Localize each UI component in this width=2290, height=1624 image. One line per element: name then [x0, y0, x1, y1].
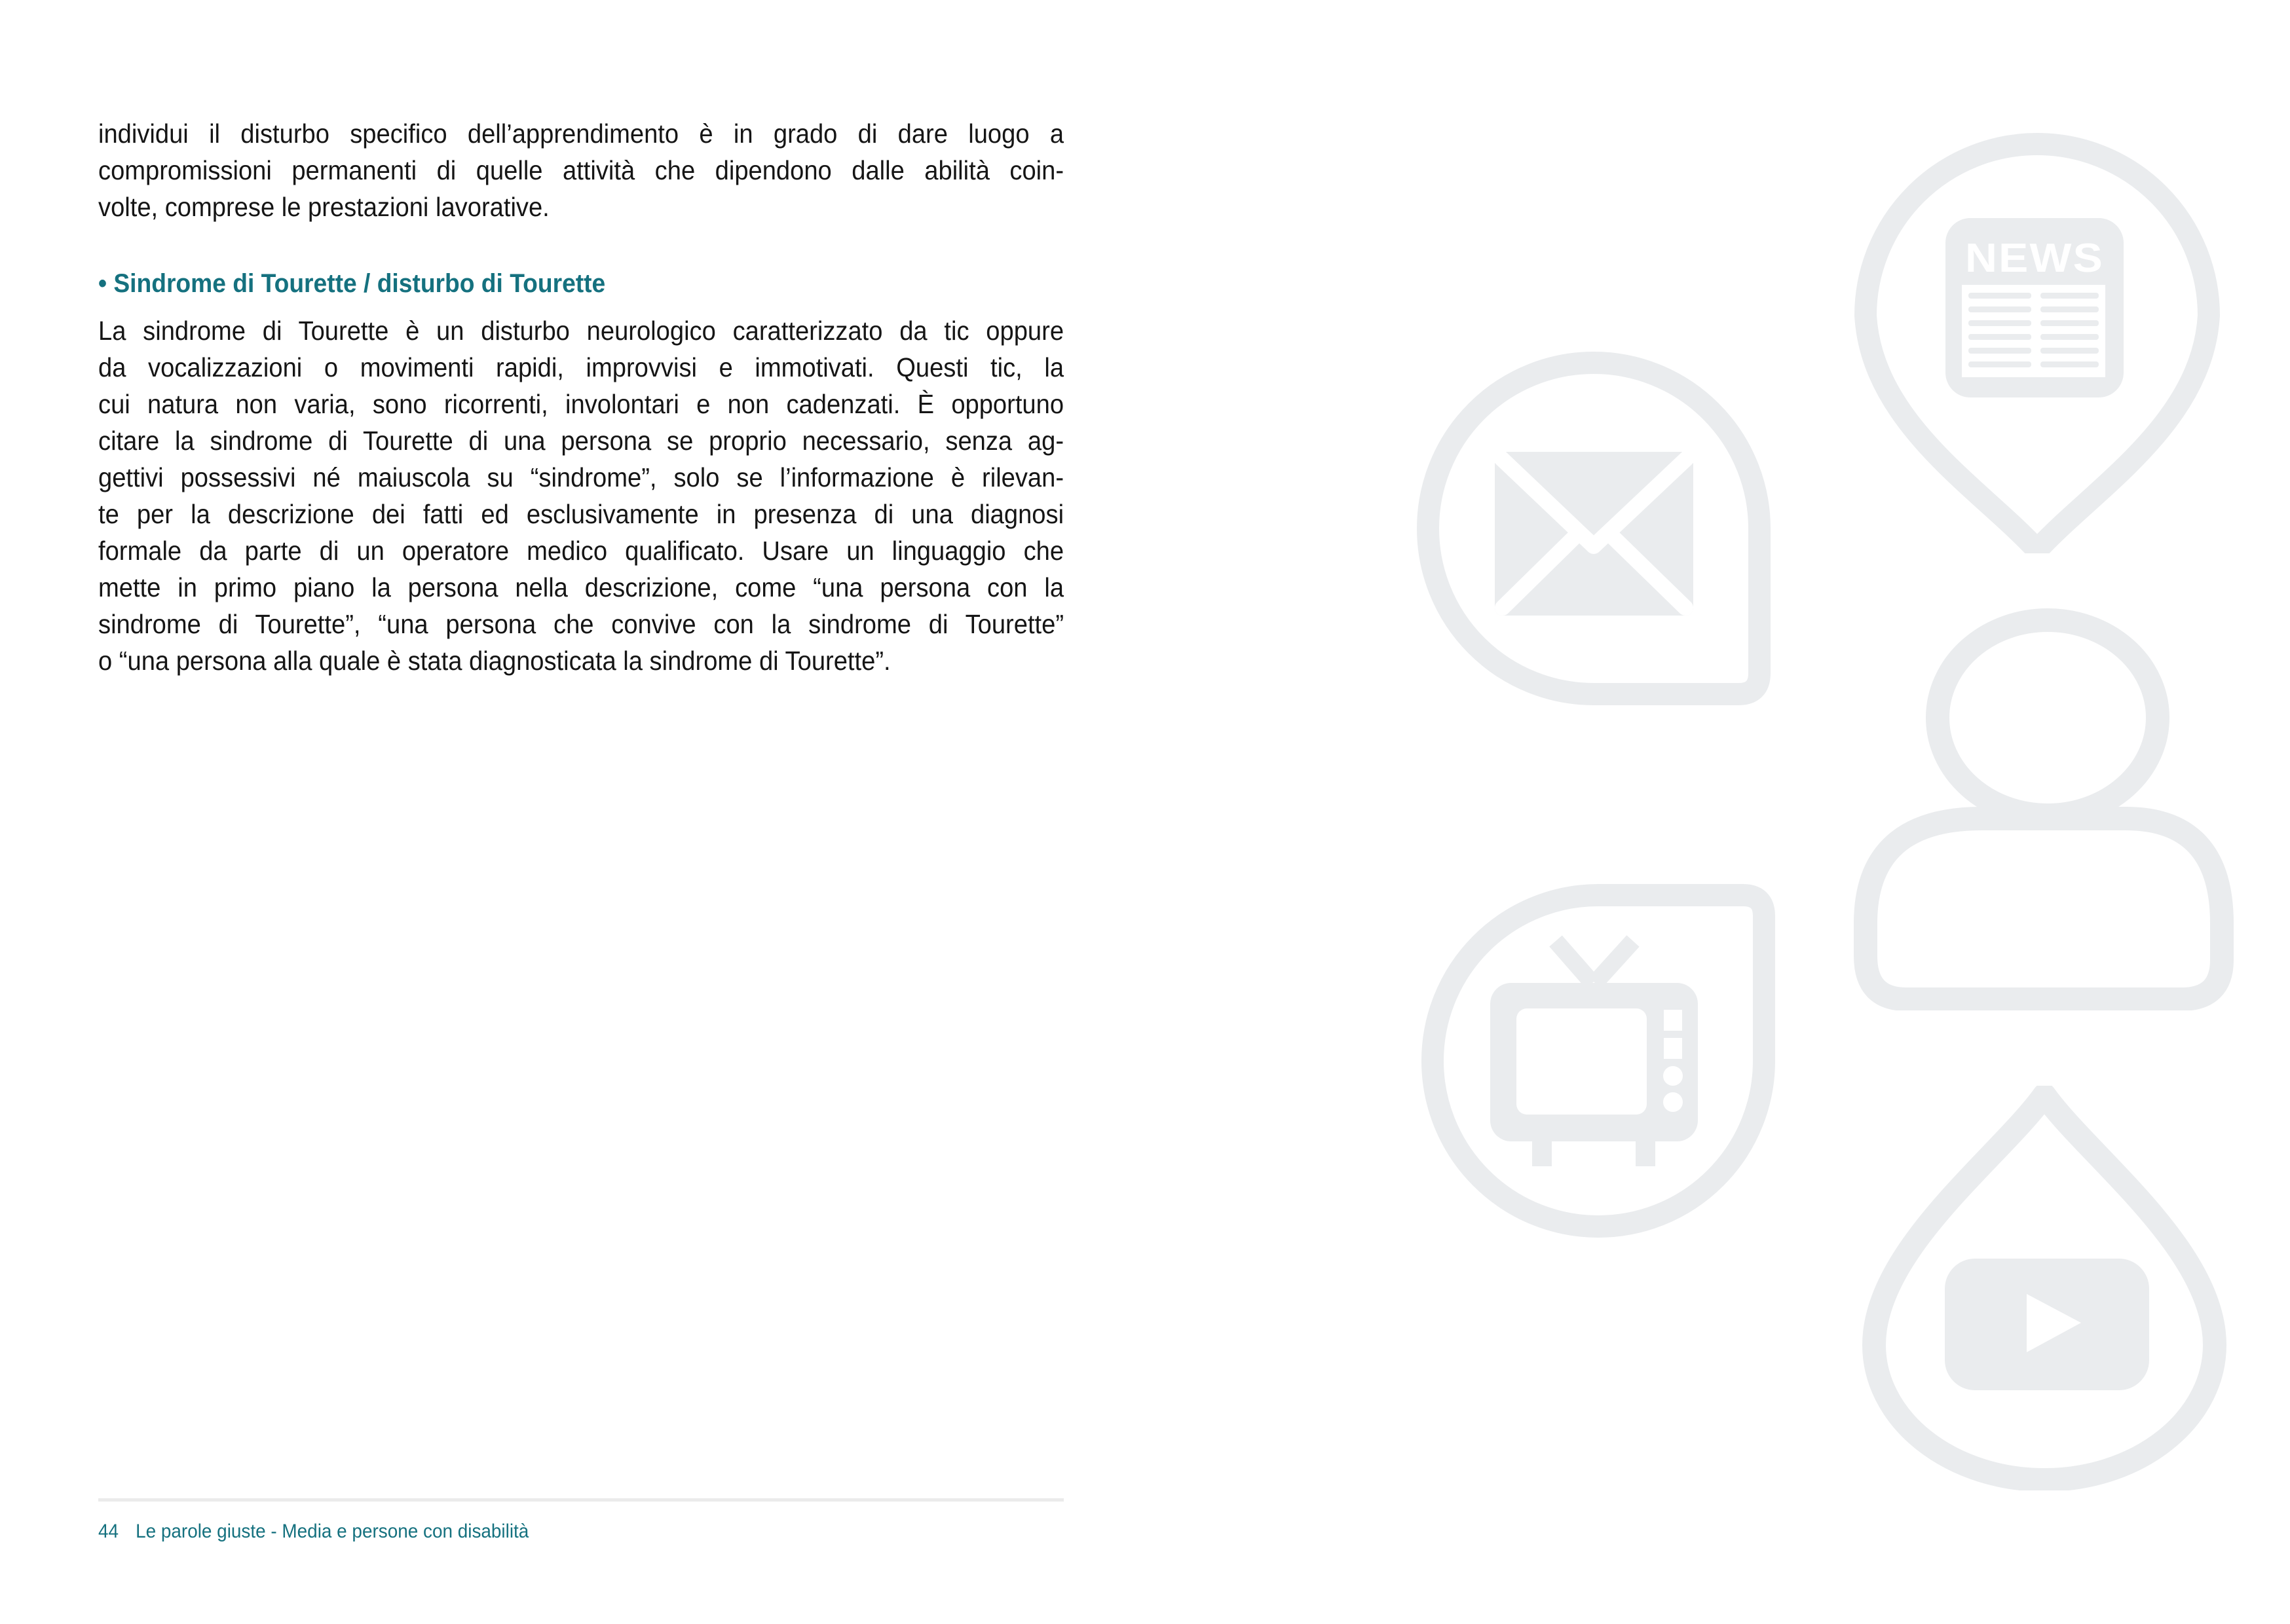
person-icon — [1854, 608, 2234, 1010]
footer-book-title: Le parole giuste - Media e persone con disabilità — [136, 1521, 529, 1542]
body-line: compromissioni permanenti di quelle attività che dipendono dalle abilità coin- — [98, 155, 1064, 185]
body-line: gettivi possessivi né maiuscola su “sindrome”, solo se l’informazione è rilevan- — [98, 462, 1064, 492]
body-line: citare la sindrome di Tourette di una persona se proprio necessario, senza ag- — [98, 426, 1064, 456]
body-line: sindrome di Tourette”, “una persona che convive con la sindrome di Tourette” — [98, 609, 1064, 639]
body-line: formale da parte di un operatore medico qualificato. Usare un linguaggio che — [98, 536, 1064, 566]
body-line: te per la descrizione dei fatti ed esclusivamente in presenza di una diagnosi — [98, 499, 1064, 529]
paragraph-tourette — [98, 312, 1064, 679]
text-column — [98, 115, 1064, 770]
footer-rule — [98, 1498, 1064, 1502]
body-line: individui il disturbo specifico dell’apprendimento è in grado di dare luogo a — [98, 119, 1064, 149]
body-line: mette in primo piano la persona nella descrizione, come “una persona con la — [98, 572, 1064, 602]
news-label: NEWS — [1965, 236, 2104, 281]
body-line: volte, comprese le prestazioni lavorative. — [98, 192, 550, 222]
paragraph-learning-disorder — [98, 115, 1064, 225]
body-line: cui natura non varia, sono ricorrenti, involontari e non cadenzati. È opportuno — [98, 389, 1064, 419]
news-location-pin-icon — [1847, 128, 2227, 553]
page-number: 44 — [98, 1521, 119, 1542]
video-play-drop-icon — [1859, 1086, 2230, 1490]
body-line: da vocalizzazioni o movimenti rapidi, improvvisi e immotivati. Questi tic, la — [98, 352, 1064, 382]
page-footer — [98, 1519, 1073, 1544]
body-line: o “una persona alla quale è stata diagnosticata la sindrome di Tourette”. — [98, 646, 891, 676]
body-line: La sindrome di Tourette è un disturbo neurologico caratterizzato da tic oppure — [98, 316, 1064, 346]
section-heading-tourette: • Sindrome di Tourette / disturbo di Tourette — [98, 269, 606, 298]
mail-chat-bubble-icon — [1414, 348, 1774, 709]
tv-chat-bubble-icon — [1418, 881, 1778, 1241]
